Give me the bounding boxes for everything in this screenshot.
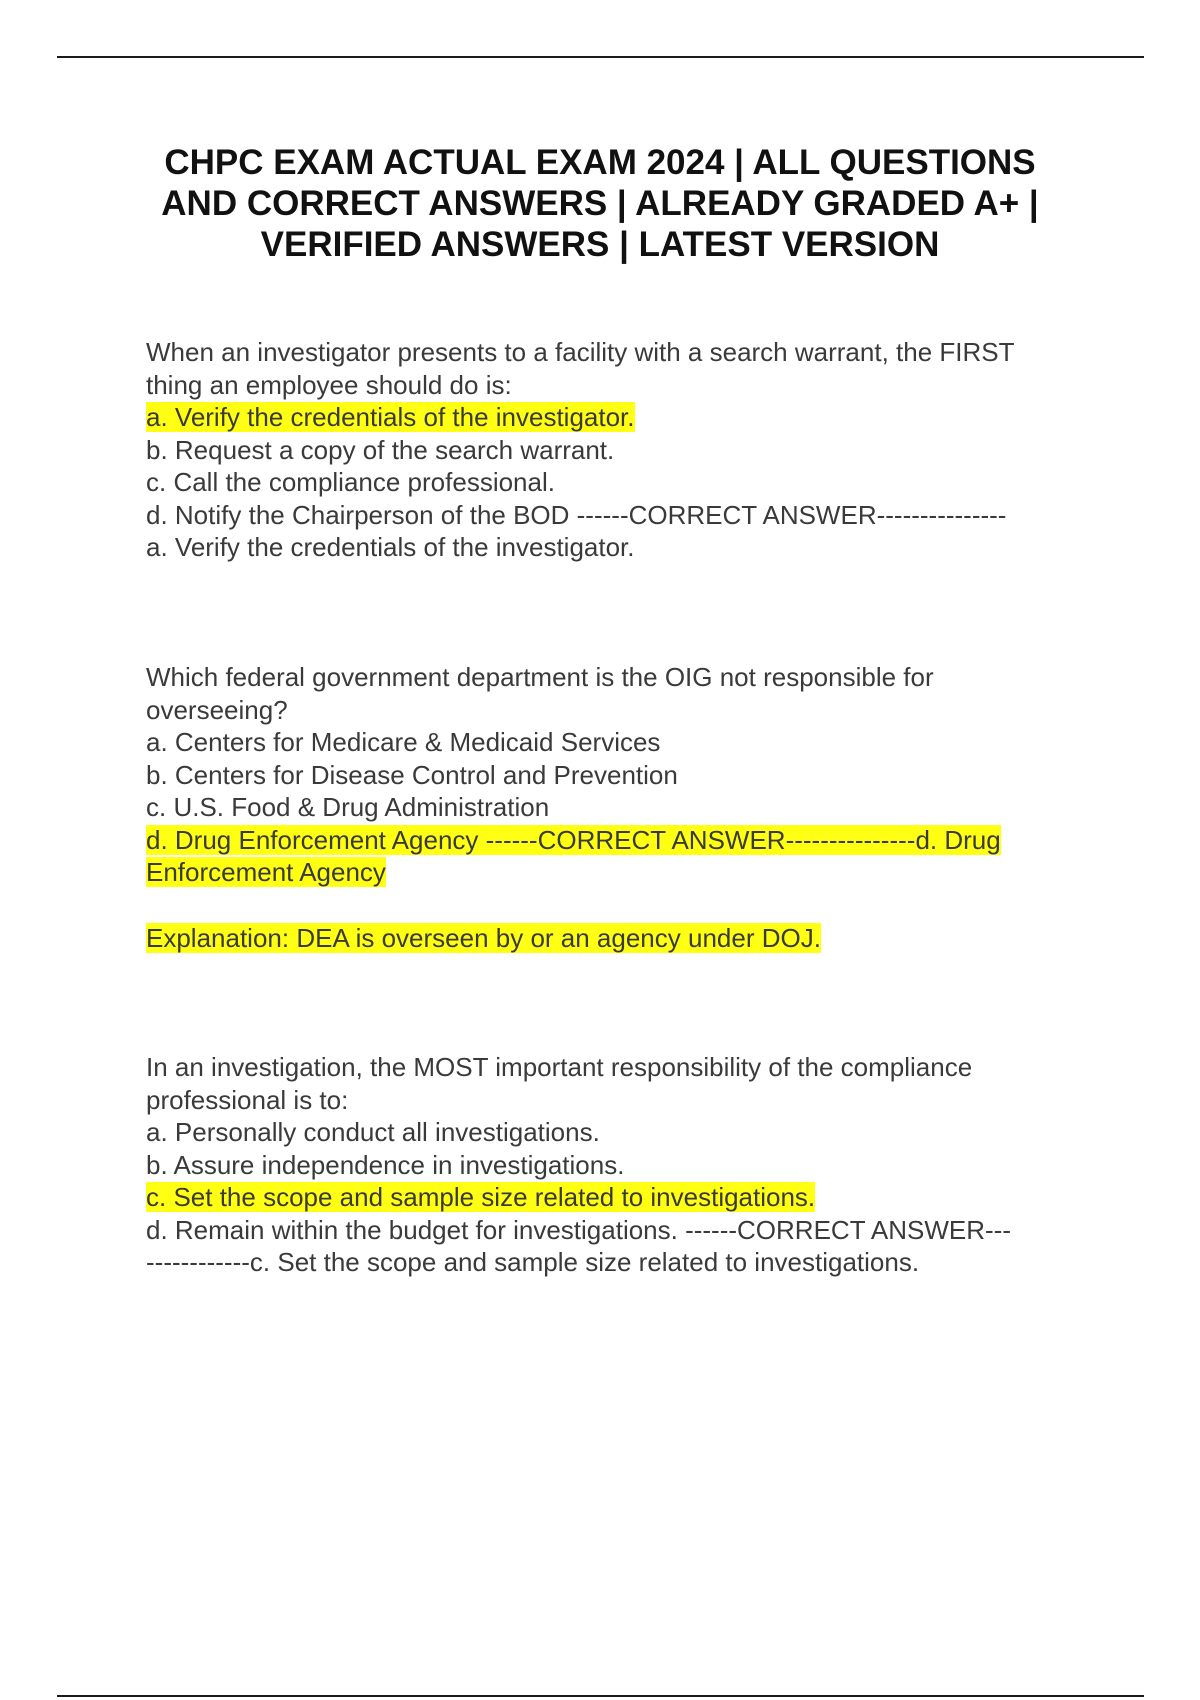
highlighted-answer: d. Drug Enforcement Agency ------CORRECT ANSWER---------------d. Drug [146,824,1001,855]
option-c: c. U.S. Food & Drug Administration [146,792,550,822]
bottom-rule [57,1695,1144,1697]
option-c: c. Call the compliance professional. [146,467,555,497]
option-b: b. Centers for Disease Control and Prevention [146,759,678,790]
option-c [146,1181,1096,1214]
question-stem: professional is to: [146,1084,349,1115]
question-1 [146,336,1096,564]
question-stem: overseeing? [146,694,288,725]
option-b: b. Assure independence in investigations. [146,1149,625,1180]
question-stem: When an investigator presents to a facility with a search warrant, the FIRST [146,337,1015,367]
option-a [146,401,1096,434]
question-stem: thing an employee should do is: [146,369,512,400]
title-line: AND CORRECT ANSWERS | ALREADY GRADED A+ | [161,184,1039,223]
correct-answer: a. Verify the credentials of the investigator. [146,532,635,562]
correct-answer: ------------c. Set the scope and sample size related to investigations. [146,1247,920,1277]
option-d: d. Remain within the budget for investigations. ------CORRECT ANSWER--- [146,1214,1011,1245]
option-b: b. Request a copy of the search warrant. [146,434,615,465]
option-d: d. Notify the Chairperson of the BOD ------CORRECT ANSWER--------------- [146,499,1007,530]
highlighted-answer: a. Verify the credentials of the investigator. [146,402,635,432]
question-2 [146,661,1096,954]
question-stem: In an investigation, the MOST important responsibility of the compliance [146,1052,973,1082]
highlighted-answer: c. Set the scope and sample size related to investigations. [146,1182,816,1212]
top-rule [57,56,1144,58]
option-d [146,824,1096,857]
explanation [146,922,1096,955]
question-stem: Which federal government department is the OIG not responsible for [146,662,934,692]
option-a: a. Centers for Medicare & Medicaid Services [146,727,661,757]
spacer [146,889,1096,922]
title-line: CHPC EXAM ACTUAL EXAM 2024 | ALL QUESTIONS [164,143,1036,182]
correct-answer [146,856,1096,889]
option-a: a. Personally conduct all investigations. [146,1117,600,1147]
highlighted-explanation: Explanation: DEA is overseen by or an agency under DOJ. [146,922,821,953]
document-title [100,142,1100,265]
question-3 [146,1051,1096,1279]
highlighted-answer: Enforcement Agency [146,857,386,887]
title-line: VERIFIED ANSWERS | LATEST VERSION [260,225,940,264]
